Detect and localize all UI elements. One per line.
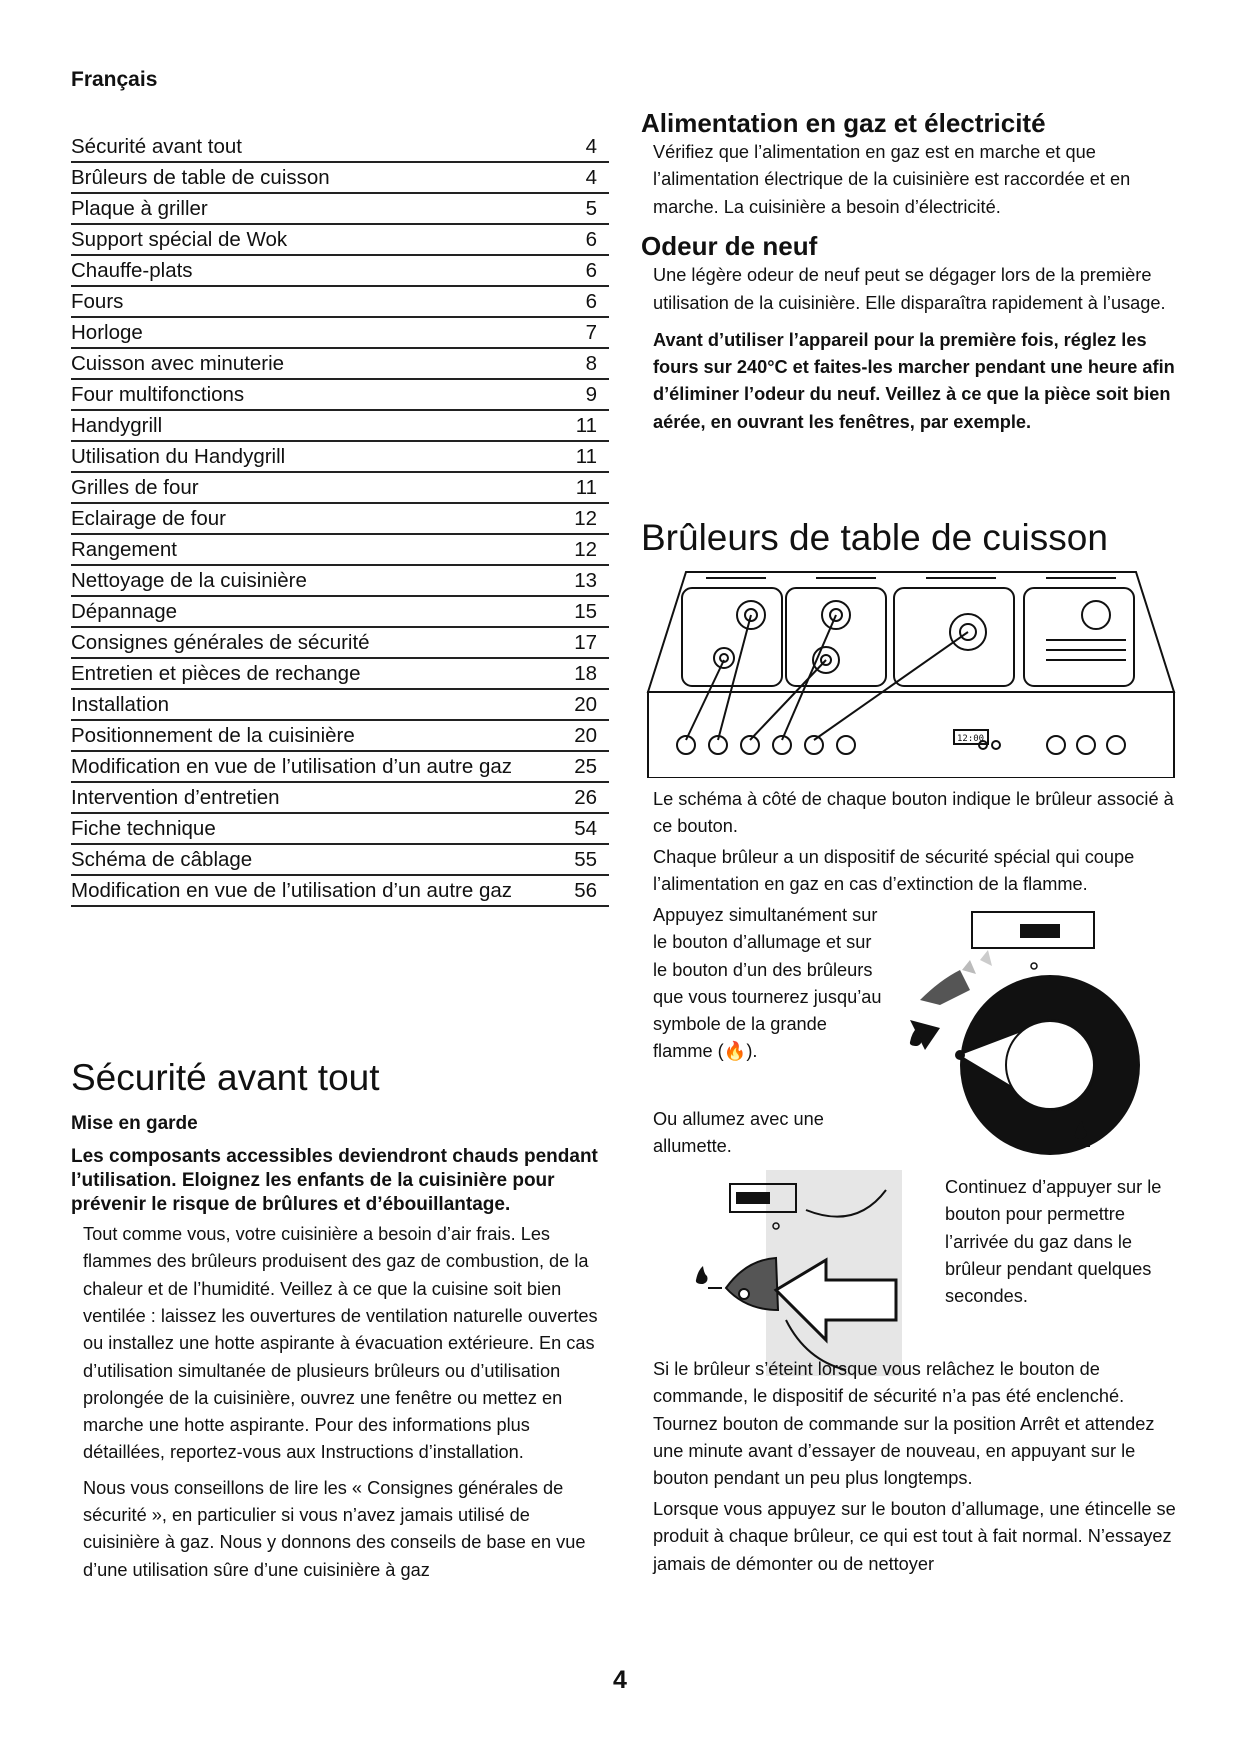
toc-row [71,628,609,659]
toc-row [71,225,609,256]
toc-page-number: 56 [574,879,597,902]
toc-row [71,411,609,442]
toc-row [71,287,609,318]
cooker-illustration [646,570,1176,778]
toc-row [71,535,609,566]
toc-page-number: 8 [585,352,597,375]
toc-label: Modification en vue de l’utilisation d’un autre gaz [71,879,513,902]
smell-title: Odeur de neuf [641,231,818,262]
toc-row [71,194,609,225]
toc-page-number: 20 [574,693,597,716]
safety-subtitle: Mise en garde [71,1112,198,1134]
toc-page-number: 54 [574,817,597,840]
toc-page-number: 11 [575,414,597,437]
toc-label: Rangement [71,538,177,561]
toc-label: Positionnement de la cuisinière [71,724,355,747]
toc-label: Chauffe-plats [71,259,193,282]
right-column [641,108,1181,436]
burners-paragraph-4: Ou allumez avec une allumette. [653,1109,824,1157]
toc-row [71,845,609,876]
toc-page-number: 7 [585,321,597,344]
toc-label: Plaque à griller [71,197,208,220]
toc-label: Eclairage de four [71,507,226,530]
toc-row [71,814,609,845]
toc-row [71,349,609,380]
toc-label: Grilles de four [71,476,199,499]
toc-label: Installation [71,693,170,716]
toc-page-number: 20 [574,724,597,747]
toc-label: Entretien et pièces de rechange [71,662,361,685]
toc-page-number: 4 [585,166,597,189]
toc-row [71,659,609,690]
toc-row [71,256,609,287]
toc-label: Horloge [71,321,143,344]
toc-row [71,876,609,907]
toc-row [71,566,609,597]
toc-label: Consignes générales de sécurité [71,631,370,654]
toc-label: Schéma de câblage [71,848,253,871]
burners-paragraph-3: Appuyez simultanément sur le bouton d’allumage et sur le bouton d’un des brûleurs que vous tournerez jusqu’au symbole de la grande flamme (🔥). [653,905,882,1062]
toc-label: Dépannage [71,600,178,623]
toc-page-number: 6 [585,290,597,313]
toc-row [71,783,609,814]
safety-paragraph-2: Nous vous conseillons de lire les « Consignes générales de sécurité », en particulier si vous n’avez jamais utilisé de cuisinière à gaz. Nous y donnons des conseils de base en vue d’une utilisation sûre d’une cuisinière à gaz [83,1477,586,1580]
clock-display: 12:00 [957,734,985,744]
toc-page-number: 15 [574,600,597,623]
page-number: 4 [613,1666,627,1694]
toc-page-number: 9 [585,383,597,406]
burners-paragraph-2: Chaque brûleur a un dispositif de sécurité spécial qui coupe l’alimentation en gaz en cas d’extinction de la flamme. [653,847,1135,895]
toc-page-number: 6 [585,259,597,282]
table-of-contents [71,132,609,907]
toc-page-number: 12 [574,507,597,530]
toc-page-number: 5 [585,197,597,220]
toc-label: Nettoyage de la cuisinière [71,569,307,592]
supply-text: Vérifiez que l’alimentation en gaz est en marche et que l’alimentation électrique de la cuisinière est raccordée et en marche. La cuisinière a besoin d’électricité. [653,142,1131,217]
safety-warning: Les composants accessibles deviendront chauds pendant l’utilisation. Eloignez les enfants de la cuisinière pour prévenir le risque de brûlures et d’ébouillantage. [71,1145,598,1215]
supply-title: Alimentation en gaz et électricité [641,108,1046,138]
toc-page-number: 17 [574,631,597,654]
toc-page-number: 25 [574,755,597,778]
toc-row [71,380,609,411]
toc-page-number: 12 [574,538,597,561]
toc-row [71,721,609,752]
toc-page-number: 13 [574,569,597,592]
toc-label: Intervention d’entretien [71,786,280,809]
toc-label: Cuisson avec minuterie [71,352,285,375]
toc-page-number: 55 [574,848,597,871]
toc-page-number: 11 [575,445,597,468]
hand-pressing-knob-illustration [686,1170,902,1376]
burners-paragraph-6: Si le brûleur s’éteint lorsque vous relâchez le bouton de commande, le dispositif de sécurité n’a pas été enclenché. Tournez bouton de commande sur la position Arrêt et attendez une minute avant d’essayer de nouveau, en appuyant sur le bouton pendant un peu plus longtemps. [653,1359,1155,1489]
knob-ignition-illustration [900,910,1140,1160]
burners-paragraph-1: Le schéma à côté de chaque bouton indique le brûleur associé à ce bouton. [653,789,1174,837]
toc-label: Modification en vue de l’utilisation d’un autre gaz [71,755,513,778]
toc-page-number: 11 [575,476,597,499]
toc-row [71,752,609,783]
toc-page-number: 18 [574,662,597,685]
safety-section [71,1058,611,1584]
toc-label: Support spécial de Wok [71,228,288,251]
toc-row [71,690,609,721]
toc-page-number: 4 [585,135,597,158]
smell-text: Une légère odeur de neuf peut se dégager lors de la première utilisation de la cuisinière. Elle disparaîtra rapidement à l’usage. [653,265,1166,313]
toc-page-number: 26 [574,786,597,809]
language-label: Français [71,68,158,91]
toc-label: Sécurité avant tout [71,135,242,158]
safety-title: Sécurité avant tout [71,1057,380,1098]
toc-row [71,504,609,535]
toc-row [71,163,609,194]
burners-paragraph-5: Continuez d’appuyer sur le bouton pour permettre l’arrivée du gaz dans le brûleur pendant quelques secondes. [945,1177,1162,1307]
toc-row [71,318,609,349]
toc-label: Fours [71,290,124,313]
burners-title: Brûleurs de table de cuisson [641,517,1108,558]
toc-row [71,442,609,473]
toc-label: Utilisation du Handygrill [71,445,286,468]
toc-row [71,473,609,504]
safety-paragraph-1: Tout comme vous, votre cuisinière a besoin d’air frais. Les flammes des brûleurs produisent des gaz de combustion, de la chaleur et de l’humidité. Veillez à ce que la cuisine soit bien ventilée : laissez les ouvertures de ventilation naturelle ouvertes ou installez une hotte aspirante à évacuation extérieure. En cas d’utilisation simultanée de plusieurs brûleurs ou d’utilisation prolongée de la cuisinière, ouvrez une fenêtre ou mettez en marche une hotte aspirante. Pour des informations plus détaillées, reportez-vous aux Instructions d’installation. [83,1224,598,1463]
toc-row [71,597,609,628]
toc-label: Handygrill [71,414,163,437]
burners-paragraph-7: Lorsque vous appuyez sur le bouton d’allumage, une étincelle se produit à chaque brûleur, ce qui est tout à fait normal. N’essayez jamais de démonter ou de nettoyer [653,1499,1176,1574]
toc-page-number: 6 [585,228,597,251]
smell-warning: Avant d’utiliser l’appareil pour la première fois, réglez les fours sur 240°C et faites-les marcher pendant une heure afin d’éliminer l’odeur du neuf. Veillez à ce que la pièce soit bien aérée, en ouvrant les fenêtres, par exemple. [653,329,1175,432]
toc-label: Fiche technique [71,817,216,840]
toc-label: Four multifonctions [71,383,245,406]
toc-row [71,132,609,163]
toc-label: Brûleurs de table de cuisson [71,166,330,189]
